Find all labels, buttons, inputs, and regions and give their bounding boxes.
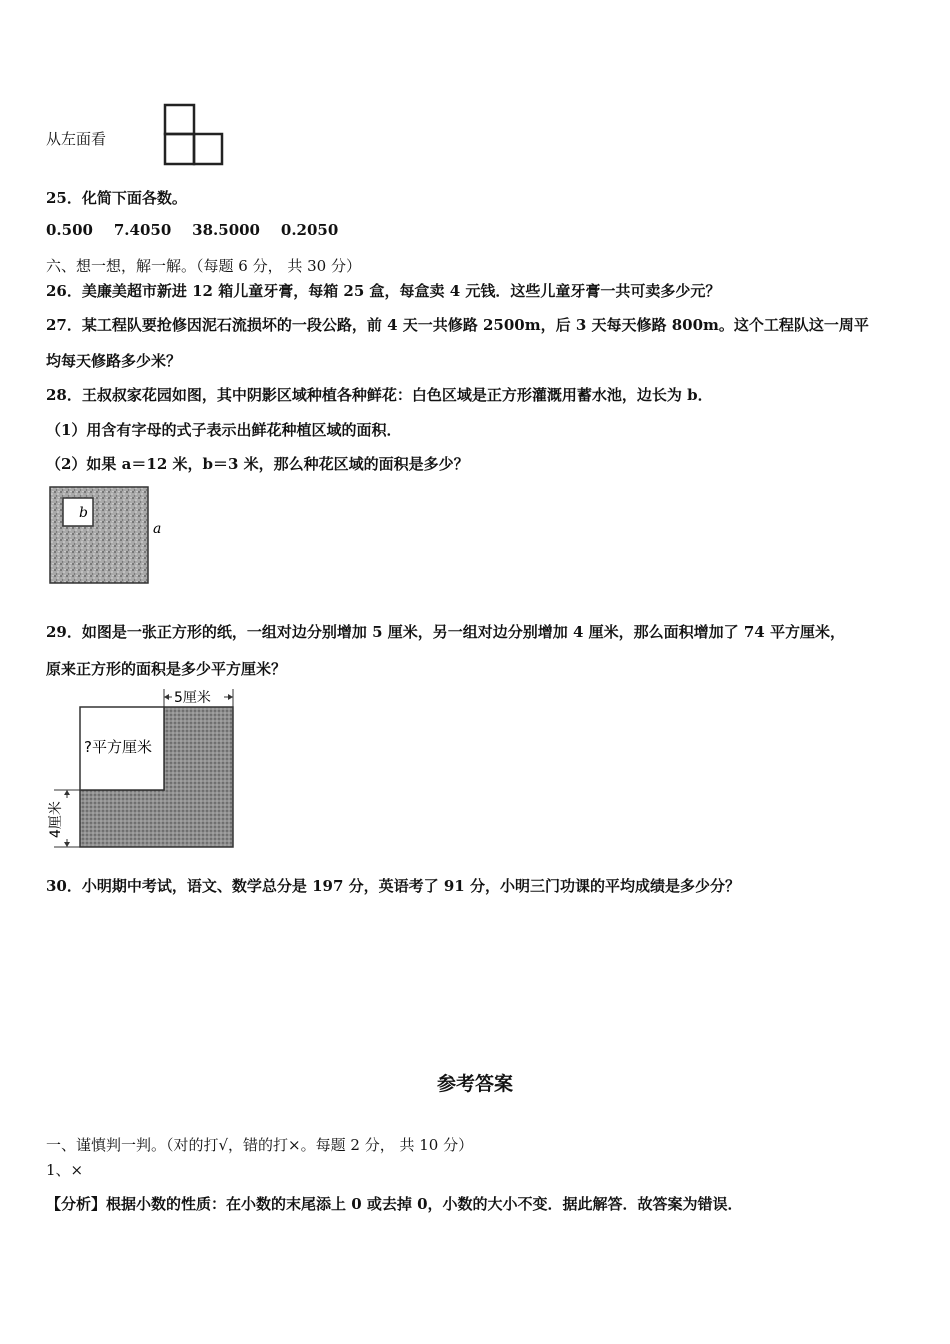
question-27-line1: 27．某工程队要抢修因泥石流损坏的一段公路，前 4 天一共修路 2500m，后 3 天每天修路 800m。这个工程队这一周平 (46, 316, 869, 334)
left-view-label: 从左面看 (46, 130, 107, 148)
question-25: 25．化简下面各数。 (46, 189, 187, 207)
question-27-line2: 均每天修路多少米？ (46, 352, 182, 370)
question-29-line1: 29．如图是一张正方形的纸，一组对边分别增加 5 厘米，另一组对边分别增加 4 厘米，那么面积增加了 74 平方厘米， (46, 623, 845, 641)
answer-item-1: 1、× (46, 1161, 84, 1179)
paper-figure (46, 686, 242, 852)
answers-section-1-heading: 一、谨慎判一判。（对的打√，错的打×。每题 2 分， 共 10 分） (46, 1136, 474, 1154)
question-30: 30．小明期中考试，语文、数学总分是 197 分，英语考了 91 分，小明三门功课的平均成绩是多少分？ (46, 877, 740, 895)
question-28: 28．王叔叔家花园如图，其中阴影区域种植各种鲜花：白色区域是正方形灌溉用蓄水池，边长为 b． (46, 386, 713, 404)
garden-figure (48, 485, 178, 587)
question-26: 26．美廉美超市新进 12 箱儿童牙膏，每箱 25 盒，每盒卖 4 元钱．这些儿童牙膏一共可卖多少元？ (46, 282, 721, 300)
question-29-line2: 原来正方形的面积是多少平方厘米？ (46, 660, 287, 678)
section-6-heading: 六、想一想，解一解。（每题 6 分， 共 30 分） (46, 257, 361, 275)
question-25-numbers: 0.500 7.4050 38.5000 0.2050 (46, 221, 339, 239)
answers-title: 参考答案 (436, 1073, 513, 1095)
paper-inner-label: ?平方厘米 (84, 738, 152, 756)
paper-top-label: 5厘米 (174, 690, 211, 706)
garden-label-b: b (79, 505, 88, 521)
left-view-figure (163, 103, 225, 167)
answer-analysis-1: 【分析】根据小数的性质：在小数的末尾添上 0 或去掉 0，小数的大小不变．据此解答．故答案为错误． (46, 1195, 743, 1213)
question-28-part2: （2）如果 a＝12 米，b＝3 米，那么种花区域的面积是多少？ (46, 455, 469, 473)
paper-side-label: 4厘米 (48, 801, 64, 838)
garden-label-a: a (153, 521, 162, 537)
question-28-part1: （1）用含有字母的式子表示出鲜花种植区域的面积． (46, 421, 402, 439)
